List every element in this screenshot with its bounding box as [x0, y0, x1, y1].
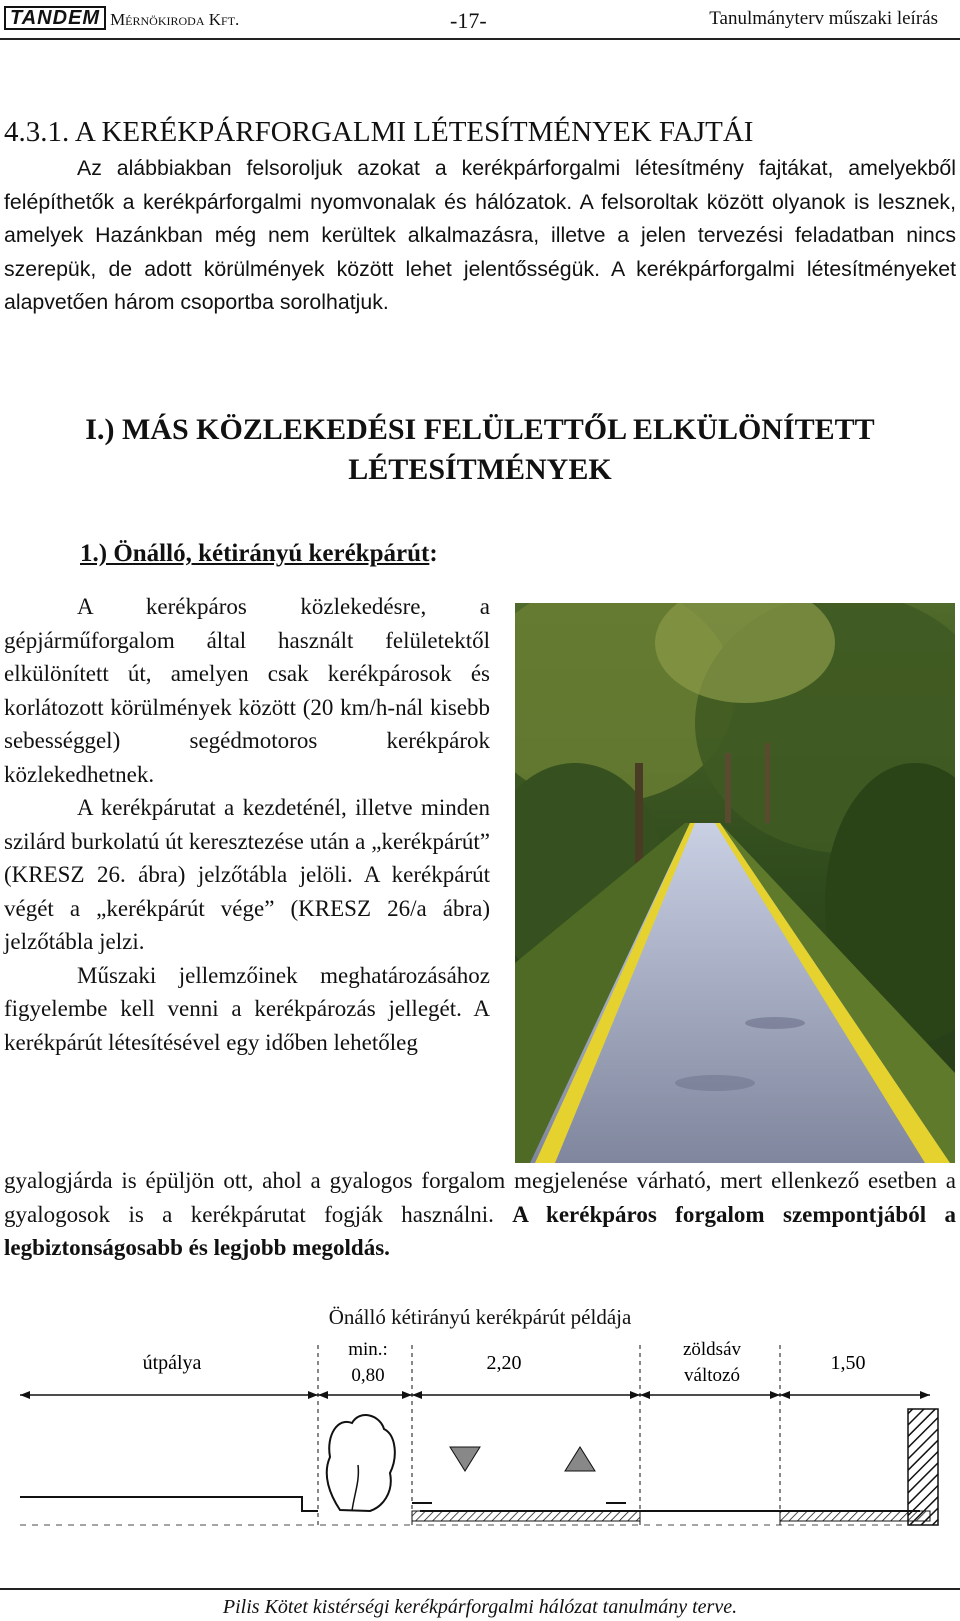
label-green-1: zöldsáv [682, 1339, 742, 1360]
figure-caption: Önálló kétirányú kerékpárút példája [328, 1305, 632, 1329]
direction-up-icon [565, 1447, 595, 1471]
boundary-wall [908, 1409, 938, 1525]
subsection-title-text: 1.) Önálló, kétirányú kerékpárút [80, 540, 430, 567]
label-road: útpálya [142, 1352, 202, 1374]
subsection-title [80, 540, 438, 568]
label-walk-width: 1,50 [830, 1352, 866, 1374]
ground-line [20, 1497, 318, 1511]
page-number: -17- [450, 8, 487, 33]
shrub-icon [327, 1415, 395, 1511]
page-footer: Pilis Kötet kistérségi kerékpárforgalmi hálózat tanulmány terve. [0, 1588, 960, 1619]
paragraph-definition: A kerékpáros közlekedésre, a gépjárműforgalom által használt felületektől elkülönített út, amelyen csak kerékpárosok és korlátozott körülmények között (20 km/h-nál kisebb sebességgel) segédmotoros kerékpárok közlekedhetnek. [4, 594, 490, 787]
intro-paragraph: Az alábbiakban felsoroljuk azokat a kerékpárforgalmi létesítmény fajtákat, amelyekből felépíthetők a kerékpárforgalmi nyomvonalak és hálózatok. A felsoroltak között olyanok is lesznek, amelyek Hazánkban még nem kerültek alkalmazásra, illetve a jelen tervezési feladatban nincs szerepük, de adott körülmények között lehet jelentősségük. A kerékpárforgalmi létesítményeket alapvetően három csoportba sorolhatjuk. [4, 156, 956, 314]
section-title: 4.3.1. A KERÉKPÁRFORGALMI LÉTESÍTMÉNYEK FAJTÁI [4, 116, 754, 148]
label-min-1: min.: [348, 1339, 388, 1360]
body-column [4, 590, 490, 1059]
group-title-line2: LÉTESÍTMÉNYEK [348, 453, 612, 486]
bike-path-surface [412, 1511, 640, 1521]
subsection-colon: : [429, 540, 438, 567]
direction-down-icon [450, 1447, 480, 1471]
bike-path-photo [515, 603, 955, 1163]
paragraph-continuation [4, 1164, 956, 1265]
company-logo [4, 4, 239, 30]
document-type: Tanulmányterv műszaki leírás [709, 8, 938, 29]
label-green-2: változó [684, 1365, 740, 1386]
conclusion-bold: A kerékpáros forgalom szempontjából a legbiztonságosabb és legjobb megoldás. [4, 1201, 956, 1260]
label-min-2: 0,80 [351, 1365, 385, 1386]
bike-path-image [515, 603, 955, 1163]
company-name: Mérnökiroda Kft. [110, 10, 240, 29]
cross-section-diagram [0, 1325, 960, 1575]
group-title-line1: I.) MÁS KÖZLEKEDÉSI FELÜLETTŐL ELKÜLÖNÍTETT [85, 413, 875, 446]
paragraph-technical: Műszaki jellemzőinek meghatározásához figyelembe kell venni a kerékpározás jellegét. A kerékpárút létesítésével egy időben lehetőleg [4, 962, 490, 1055]
continuation-text: gyalogjárda is épüljön ott, ahol a gyalogos forgalom megjelenése várható, mert ellenkező esetben a gyalogosok is a kerékpárutat fogják használni. [4, 1168, 956, 1227]
label-bike-width: 2,20 [486, 1352, 522, 1374]
logo-mark: TANDEM [4, 6, 106, 30]
paragraph-signage: A kerékpárutat a kezdeténél, illetve minden szilárd burkolatú út keresztezése után a „kerékpárút” (KRESZ 26. ábra) jelzőtábla jelöli. A kerékpárút végét a „kerékpárút vége” (KRESZ 26/a ábra) jelzőtábla jelzi. [4, 795, 490, 954]
